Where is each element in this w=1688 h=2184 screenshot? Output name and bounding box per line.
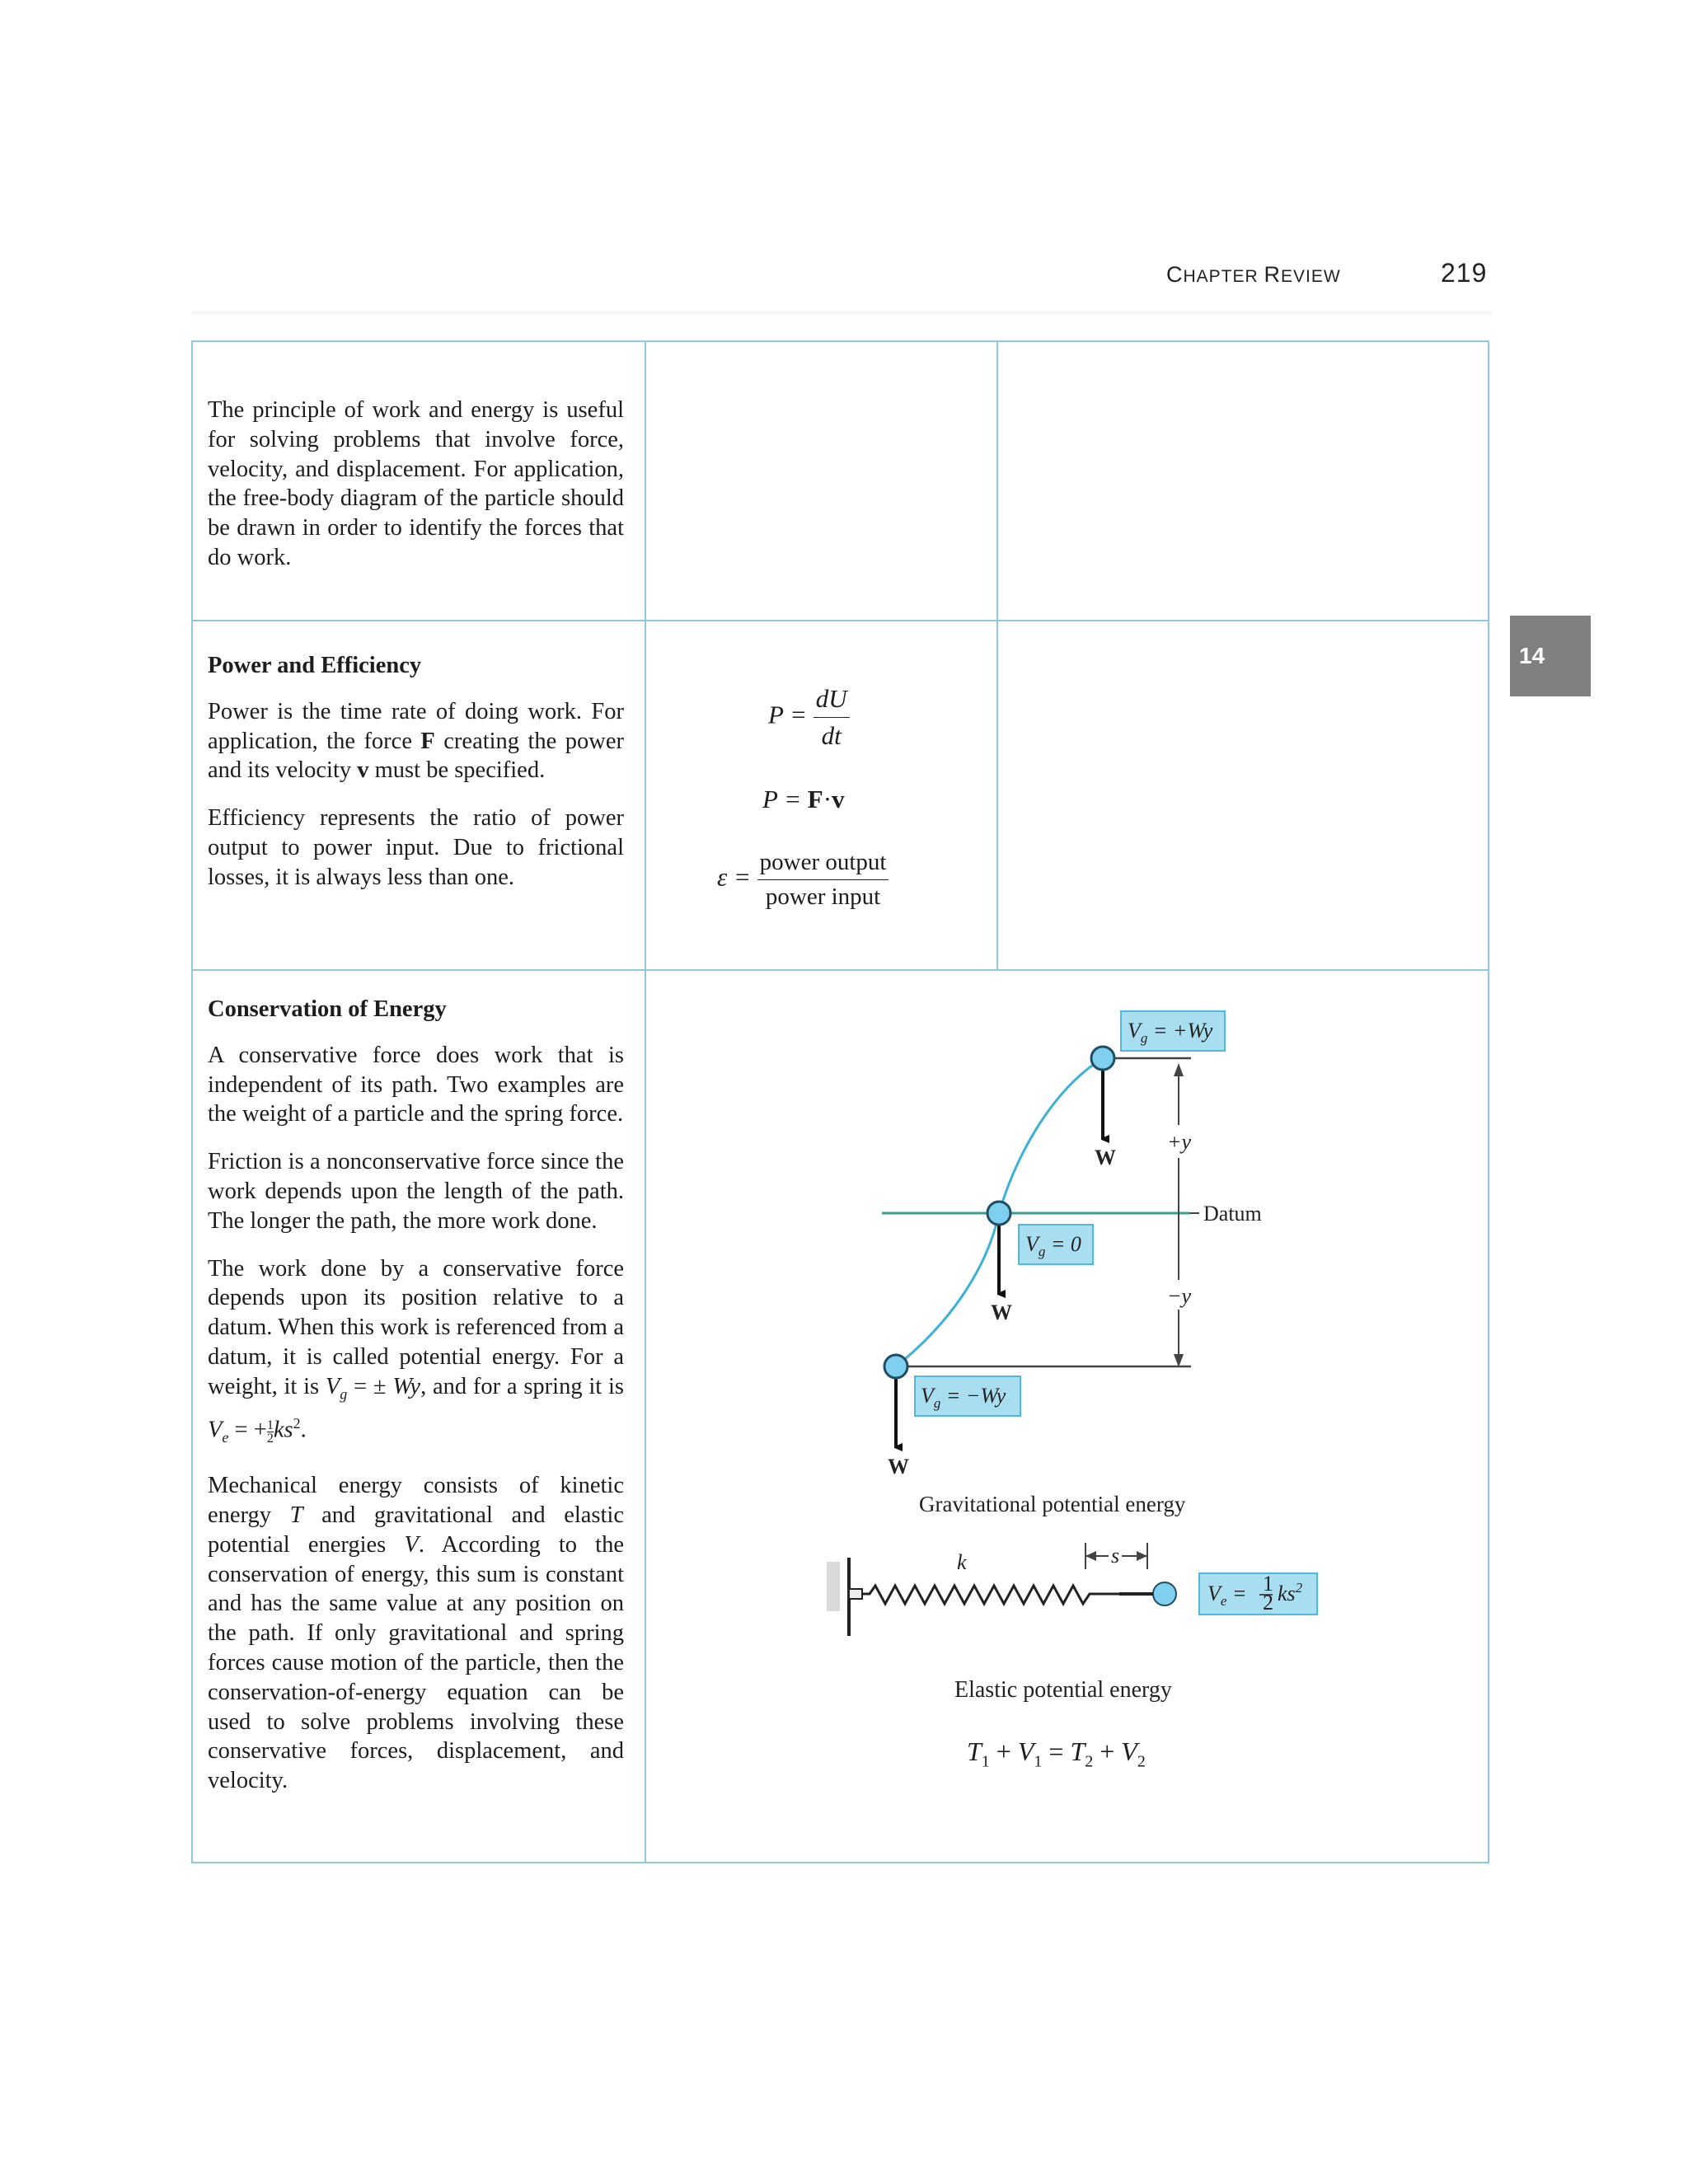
vg-top-label: $V_g = +Wy$: [1128, 1019, 1213, 1046]
row-divider-1: [191, 620, 1489, 621]
friction-paragraph: Friction is a nonconservative force since the work depends upon the length of the path. The longer the path, the more work done.: [208, 1149, 624, 1234]
dimension-arrow-top: [1174, 1063, 1184, 1076]
dimension-arrow-bottom: [1174, 1354, 1184, 1367]
weight-label-bottom: W: [888, 1455, 909, 1479]
row-divider-2: [191, 969, 1489, 971]
power-formula: P = $\frac{dU}{dt}$: [768, 684, 850, 751]
power-dot-formula: P = F·v: [762, 785, 845, 813]
ve-label: $V_e$ =: [1207, 1582, 1247, 1609]
column-divider-1: [645, 340, 646, 1863]
top-shade: [191, 312, 1492, 318]
power-efficiency-text: [208, 651, 624, 893]
spring-coil: [862, 1586, 1119, 1604]
elastic-energy-figure: [824, 1533, 1335, 1640]
row1-text: [208, 396, 624, 573]
efficiency-formula: ε = $\frac{\text{power output}}{\text{power input}}$: [717, 849, 889, 911]
conservation-text: [208, 995, 624, 1796]
s-label: s: [1111, 1544, 1120, 1568]
power-paragraph: Power is the time rate of doing work. For application, the force F creating the power and its velocity v must be specified.: [208, 698, 624, 784]
weight-label-top: W: [1095, 1146, 1116, 1169]
conservation-equation: $T_1 + V_1 = T_2 + V_2$: [967, 1736, 1146, 1771]
plus-y-label: +y: [1167, 1130, 1192, 1154]
potential-energy-paragraph: The work done by a conservative force depends upon its position relative to a datum. When this work is referenced from a datum, it is called potential energy. For a weight, it is $V_g$ = ± Wy, and for a spring it is $V_e$ = + $\frac{1}{2}$ $ks^2$.: [208, 1255, 624, 1446]
weight-label-middle: W: [991, 1301, 1012, 1324]
page-number: 219: [1441, 258, 1488, 288]
vg-bottom-label: $V_g = -Wy$: [921, 1384, 1006, 1411]
s-arrow-right: [1137, 1551, 1147, 1561]
power-efficiency-heading: Power and Efficiency: [208, 653, 422, 678]
wall-shade: [827, 1562, 840, 1611]
particle-top: [1091, 1047, 1114, 1070]
ve-ks: $ks^2$: [1278, 1580, 1303, 1605]
datum-label: Datum: [1203, 1202, 1262, 1226]
efficiency-paragraph: Efficiency represents the ratio of power output to power input. Due to frictional losses, it is always less than one.: [208, 805, 624, 890]
ve-half-den: 2: [1263, 1591, 1273, 1615]
chapter-tab: 14: [1510, 616, 1591, 696]
column-divider-2: [996, 340, 998, 971]
principle-paragraph: The principle of work and energy is useful for solving problems that involve force, velocity, and displacement. For application, the free-body diagram of the particle should be drawn in order to identify the forces that do work.: [208, 397, 624, 570]
particle-bottom: [884, 1355, 907, 1378]
minus-y-label: −y: [1167, 1284, 1192, 1308]
mechanical-energy-paragraph: Mechanical energy consists of kinetic energy T and gravitational and elastic potential energies V. According to the conservation of energy, this sum is constant and has the same value at any position on the path. If only gravitational and spring forces cause motion of the particle, then the conservation-of-energy equation can be used to solve problems involving these conservative forces, displacement, and velocity.: [208, 1473, 624, 1794]
conservative-force-paragraph: A conservative force does work that is independent of its path. Two examples are the weight of a particle and the spring force.: [208, 1042, 624, 1127]
running-header: CHAPTER REVIEW: [1166, 262, 1341, 287]
spring-mount: [849, 1589, 862, 1599]
particle-middle: [987, 1202, 1010, 1225]
spring-particle: [1153, 1582, 1176, 1605]
conservation-heading: Conservation of Energy: [208, 996, 447, 1022]
vg-middle-label: $V_g = 0$: [1025, 1232, 1081, 1259]
elastic-caption: Elastic potential energy: [954, 1677, 1172, 1703]
ve-half-num: 1: [1263, 1572, 1273, 1596]
spring-constant-label: k: [957, 1550, 967, 1574]
gravitational-caption: Gravitational potential energy: [919, 1492, 1186, 1516]
gravitational-energy-figure: [865, 989, 1376, 1483]
s-arrow-left: [1085, 1551, 1096, 1561]
